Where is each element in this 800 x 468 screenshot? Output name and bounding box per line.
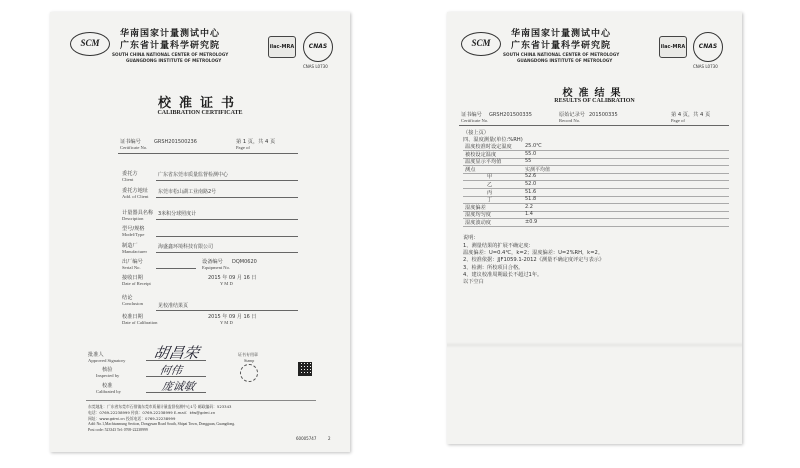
- result-row-rule: [463, 180, 729, 181]
- ilac-mra-logo: ilac-MRA: [659, 36, 687, 58]
- result-row-value: 25.0℃: [525, 143, 542, 149]
- cnas-logo: CNAS: [693, 32, 723, 62]
- model-label-en: Model/Type: [122, 232, 145, 237]
- org-name-cn: 华南国家计量测试中心: [120, 29, 221, 39]
- calibration-date-label: 校准日期: [122, 314, 143, 320]
- page-info: 第 1 页，共 4 页: [236, 139, 276, 145]
- manufacturer-value: 海盛鑫环境科技有限公司: [158, 244, 214, 250]
- result-row-rule: [463, 211, 729, 212]
- certificate-stamp: [240, 364, 258, 382]
- conclusion-rule: [156, 310, 298, 311]
- conclusion-label-en: Conclusion: [122, 301, 143, 306]
- inspected-label: 核验: [102, 367, 113, 373]
- client-address-label-en: Add. of Client: [122, 194, 149, 199]
- certificate-header: [50, 12, 350, 80]
- results-title-cn: 校准结果: [562, 88, 627, 99]
- footer-address-cn: 东莞地址：广东省东莞市石排镇东莞市质量计量监督检测中心1号 邮政编码：523343: [88, 404, 232, 409]
- result-row-label: 湿度偏差: [465, 204, 486, 211]
- page-number: 2: [328, 436, 331, 441]
- manufacturer-label-en: Manufacturer: [122, 249, 147, 254]
- record-no-value: 201500335: [589, 112, 618, 118]
- approved-signature: 胡昌荣: [152, 344, 201, 362]
- org-name-en: SOUTH CHINA NATIONAL CENTER OF METROLOGY: [503, 52, 620, 57]
- manufacturer-rule: [156, 252, 298, 253]
- result-row-value: 2.2: [525, 203, 533, 210]
- calibrated-rule: [146, 392, 206, 393]
- note-line: 3、检测：所校项目合格。: [463, 264, 524, 271]
- result-row-label: 被校设定温度: [465, 151, 497, 158]
- conclusion-label: 结论: [122, 295, 133, 301]
- receipt-date: 2015 年 09 月 16 日: [208, 275, 257, 281]
- description-label-en: Description: [122, 216, 144, 221]
- org-name-cn: 华南国家计量测试中心: [511, 29, 612, 39]
- cert-no-label-en: Certificate No.: [461, 118, 489, 123]
- description-value: 3米积分球照度计: [158, 211, 197, 217]
- result-row-rule: [463, 218, 729, 219]
- result-row-rule: [463, 150, 729, 151]
- cert-no-label: 证书编号: [120, 139, 141, 145]
- note-line: 4、建议校准周期最长不超过1年。: [463, 271, 543, 278]
- institute-name-cn: 广东省计量科学研究院: [120, 41, 221, 51]
- results-title-en: RESULTS OF CALIBRATION: [554, 98, 635, 104]
- result-row-value: 52.0: [525, 181, 537, 187]
- result-row-rule: [463, 188, 729, 189]
- result-row-label: 甲: [487, 174, 493, 181]
- scm-logo: SCM: [461, 32, 501, 56]
- notes-heading: 说明：: [463, 235, 479, 241]
- inspected-label-en: Inspected by: [96, 373, 120, 378]
- table-top-rule: [118, 153, 298, 154]
- model-label: 型号/规格: [122, 226, 145, 232]
- calibration-date-label-en: Date of Calibration: [122, 320, 158, 325]
- cnas-number: CNAS L0730: [693, 64, 718, 69]
- result-row-label: 湿度均匀度: [465, 212, 491, 219]
- calibrated-label: 校准: [102, 383, 113, 389]
- manufacturer-label: 制造厂: [122, 243, 138, 249]
- result-row-label: 温度显示平均值: [465, 159, 502, 166]
- result-row-rule: [463, 173, 729, 174]
- stamp-label: 证书专用章: [238, 352, 258, 357]
- results-top-rule: [459, 125, 729, 126]
- address-rule: [156, 197, 298, 198]
- cnas-number: CNAS L0730: [303, 64, 328, 69]
- page-info-en: Page of: [671, 118, 685, 123]
- result-row-value: 51.8: [525, 196, 537, 203]
- scm-logo: SCM: [70, 32, 110, 56]
- cert-no-label: 证书编号: [461, 112, 482, 118]
- record-no-label-en: Record No.: [559, 118, 581, 123]
- result-row-label: 丁: [487, 197, 493, 204]
- note-line: 温度偏差：U=0.4℃，k=2；湿度偏差：U=2%RH，k=2。: [463, 250, 604, 257]
- footer-address-en: Add: No.1,Machiuzmung Section, Dongyuan Road South, Shipai Town, Dongguan, Guangdong.: [88, 422, 236, 426]
- result-row-value: 51.6: [525, 188, 537, 195]
- page-info-en: Page of: [236, 145, 250, 150]
- client-value: 广东省东莞市质量监督检测中心: [158, 172, 229, 178]
- certificate-title-en: CALIBRATION CERTIFICATE: [157, 110, 243, 116]
- result-row-label: 湿度波动度: [465, 220, 491, 226]
- cert-no-label-en: Certificate No.: [120, 145, 148, 150]
- serial-label: 出厂编号: [122, 259, 143, 265]
- record-no-label: 原始记录号: [559, 112, 585, 118]
- result-row-value: 55: [525, 158, 532, 165]
- receipt-ymd: Y M D: [220, 281, 233, 286]
- conclusion-value: 见校准结果页: [158, 303, 189, 309]
- result-row-value: ±0.9: [525, 219, 538, 225]
- result-row-value: 52.6: [525, 173, 537, 180]
- approved-rule: [146, 360, 206, 361]
- result-row-rule: [463, 203, 729, 204]
- continued-note: （接上页）: [463, 130, 489, 136]
- equipment-value: DQM0620: [232, 259, 257, 265]
- result-row-value: 实测平均值: [525, 166, 551, 173]
- client-label: 委托方: [122, 171, 138, 177]
- inspected-signature: 何伟: [158, 364, 184, 377]
- result-row-rule: [463, 158, 729, 159]
- certificate-title-cn: 校准证书: [157, 96, 242, 111]
- result-row-rule: [463, 196, 729, 197]
- receipt-label-en: Date of Receipt: [122, 281, 151, 286]
- result-row-label: 乙: [487, 182, 493, 188]
- footer-web: 网址：www.gdmi.cn 投诉电话：0769-22238999: [88, 416, 176, 421]
- note-line: 以下空白: [463, 279, 484, 285]
- calibrated-label-en: Calibrated by: [96, 389, 121, 394]
- institute-name-en: GUANGDONG INSTITUTE OF METROLOGY: [126, 58, 222, 63]
- approved-label-en: Approved Signatory: [88, 358, 126, 363]
- cert-no-value: GRSH201500236: [154, 139, 197, 145]
- stamp-label-en: Stamp: [244, 358, 255, 363]
- equipment-label: 设备编号: [202, 259, 223, 265]
- calibration-date: 2015 年 09 月 16 日: [208, 314, 257, 320]
- result-row-rule: [463, 226, 729, 227]
- serial-rule: [156, 268, 196, 269]
- result-row-label: 测点: [465, 166, 476, 173]
- institute-name-cn: 广东省计量科学研究院: [511, 41, 612, 51]
- cnas-logo: CNAS: [303, 32, 333, 62]
- paper-fold: [447, 342, 742, 348]
- model-rule: [156, 236, 298, 237]
- client-rule: [156, 180, 298, 181]
- result-row-label: 温度校准时设定温度: [465, 144, 512, 150]
- item-heading: 四、温度测量(单位:%RH): [463, 137, 523, 143]
- page-info: 第 4 页，共 4 页: [671, 112, 711, 118]
- ilac-mra-logo: ilac-MRA: [268, 36, 296, 58]
- footer-postcode: Post code: 523343 Tel: 0769-22238999: [88, 428, 148, 432]
- cert-no-value: GRSH201500335: [489, 112, 532, 118]
- note-line: 1、测量结果的扩展不确定度：: [463, 243, 534, 249]
- calibration-results-page: [447, 12, 742, 444]
- calibrated-signature: 庞诚敏: [160, 380, 197, 393]
- client-address-label: 委托方地址: [122, 188, 148, 194]
- document-serial: 60005747: [296, 436, 317, 441]
- receipt-label: 接收日期: [122, 275, 143, 281]
- org-name-en: SOUTH CHINA NATIONAL CENTER OF METROLOGY: [112, 52, 229, 57]
- result-row-value: 1.4: [525, 211, 533, 218]
- equipment-label-en: Equipment No.: [202, 265, 231, 270]
- footer-rule: [86, 400, 316, 401]
- result-row-rule: [463, 165, 729, 166]
- note-line: 2、校准依据：JJF1059.1-2012《测量不确定度评定与表示》: [463, 257, 605, 264]
- description-label: 计量器具名称: [122, 210, 154, 216]
- client-address-value: 东莞市松山湖工业南路2号: [158, 189, 217, 195]
- calibration-certificate-page: [50, 12, 350, 452]
- description-rule: [156, 219, 298, 220]
- calibration-ymd: Y M D: [220, 320, 233, 325]
- qr-code: [298, 362, 312, 376]
- institute-name-en: GUANGDONG INSTITUTE OF METROLOGY: [517, 58, 613, 63]
- approved-label: 批准人: [88, 352, 104, 358]
- footer-contact: 电话：0769-22238999 传真：0769-22238999 E-mail：kfw@gdmi.cn: [88, 410, 216, 415]
- serial-label-en: Serial No.: [122, 265, 141, 270]
- inspected-rule: [146, 376, 206, 377]
- result-row-label: 丙: [487, 189, 493, 196]
- result-row-value: 55.0: [525, 150, 537, 157]
- results-header: [447, 12, 742, 80]
- client-label-en: Client: [122, 177, 134, 182]
